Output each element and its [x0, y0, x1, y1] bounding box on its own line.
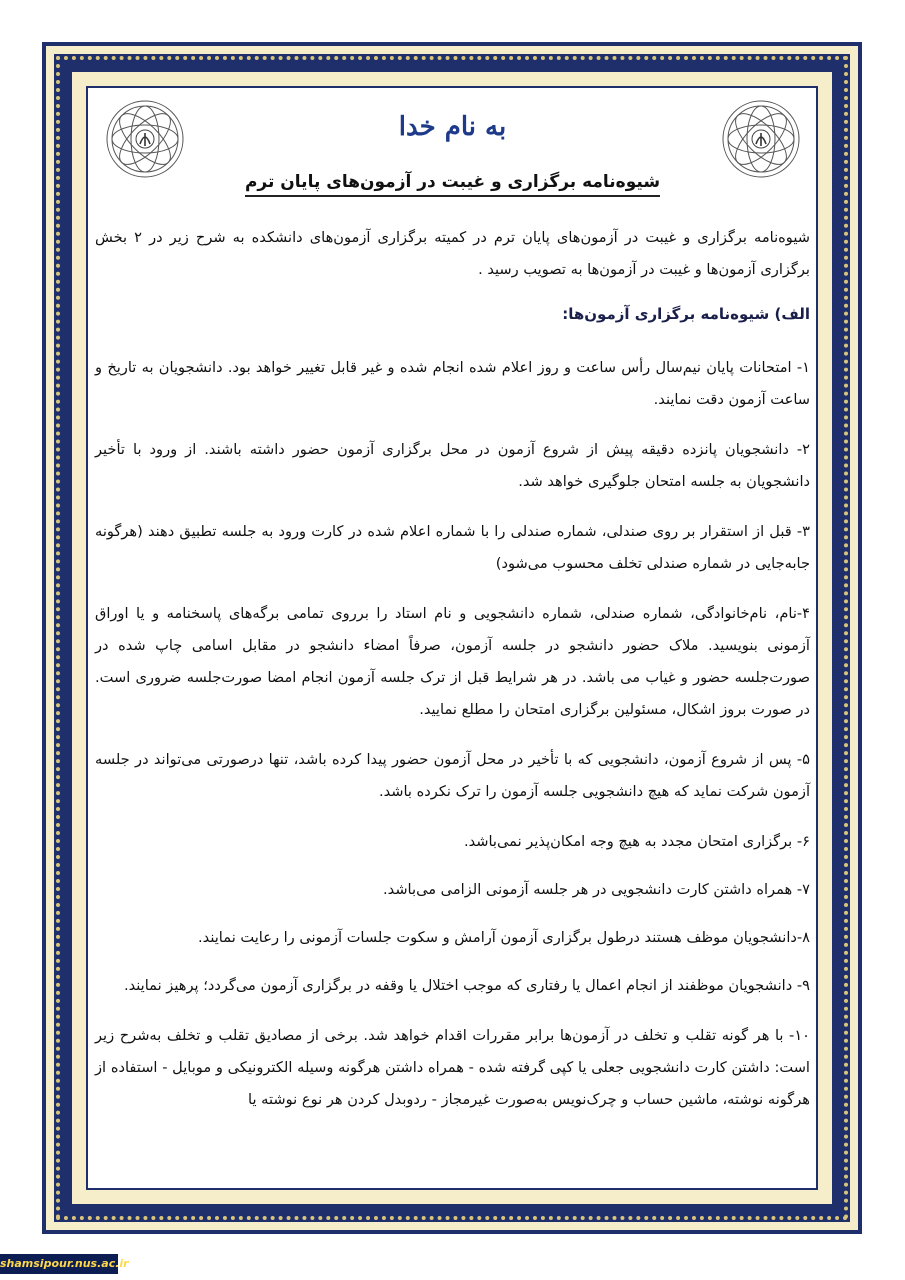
rule-item: ۲- دانشجویان پانزده دقیقه پیش از شروع آزمون در محل برگزاری آزمون حضور داشته باشند. از ورود با تأخیر دانشجویان به جلسه امتحان جلوگیری خواهد شد. [95, 441, 810, 490]
rule-item: ۷- همراه داشتن کارت دانشجویی در هر جلسه آزمونی الزامی می‌باشد. [383, 881, 810, 898]
website-badge[interactable]: shamsipour.nus.ac.ir [0, 1254, 118, 1274]
rule-item: ۶- برگزاری امتحان مجدد به هیچ وجه امکان‌پذیر نمی‌باشد. [463, 833, 810, 850]
rule-item: ۱۰- با هر گونه تقلب و تخلف در آزمون‌ها برابر مقررات اقدام خواهد شد. برخی از مصادیق تقلب و تخلف به‌شرح زیر است: داشتن کارت دانشجویی جعلی یا کپی گرفته شده - همراه داشتن هرگونه وسیله الکترونیکی و موبایل - استفاده از هرگونه نوشته، ماشین حساب و چرک‌نویس به‌صورت غیرمجاز - ردوبدل کردن هر نوع نوشته یا [95, 1027, 810, 1108]
rule-item: ۳- قبل از استقرار بر روی صندلی، شماره صندلی را با شماره اعلام شده در کارت ورود به جلسه تطبیق دهند (هرگونه جابه‌جایی در شماره صندلی تخلف محسوب می‌شود) [95, 523, 810, 572]
rule-item: ۴-نام، نام‌خانوادگی، شماره صندلی، شماره دانشجویی و نام استاد را برروی تمامی برگه‌های پاسخنامه و یا اوراق آزمونی بنویسید. ملاک حضور دانشجو در جلسه آزمون، صرفاً امضاء دانشجو در مقابل اسامی چاپ شده در صورت‌جلسه حضور و غیاب می باشد. در هر شرایط قبل از ترک جلسه آزمون انجام امضا صورت‌جلسه ضروری است. در صورت بروز اشکال، مسئولین برگزاری امتحان را مطلع نمایید. [95, 605, 810, 718]
rule-item: ۱- امتحانات پایان نیم‌سال رأس ساعت و روز اعلام شده انجام شده و غیر قابل تغییر خواهد بود. دانشجویان به تاریخ و ساعت آزمون دقت نمایند. [95, 359, 810, 408]
document-subtitle [200, 172, 705, 192]
rule-item: ۸-دانشجویان موظف هستند درطول برگزاری آزمون آرامش و سکوت جلسات آزمونی را رعایت نمایند. [198, 929, 810, 946]
section-heading: الف) شیوه‌نامه برگزاری آزمون‌ها: [562, 305, 810, 323]
page-title: به نام خدا [398, 112, 507, 142]
document-body [95, 222, 810, 1134]
rule-item: ۹- دانشجویان موظفند از انجام اعمال یا رفتاری که موجب اختلال یا وقفه در برگزاری آزمون می‌گردد؛ پرهیز نمایند. [123, 977, 810, 994]
university-emblem-icon [104, 98, 186, 180]
document-subtitle-text: شیوه‌نامه برگزاری و غیبت در آزمون‌های پایان ترم [245, 172, 660, 197]
rule-item: ۵- پس از شروع آزمون، دانشجویی که با تأخیر در محل آزمون حضور پیدا کرده باشد، تنها درصورتی می‌تواند در جلسه آزمون شرکت نماید که هیچ دانشجویی جلسه آزمون را ترک نکرده باشد. [95, 751, 810, 800]
intro-paragraph: شیوه‌نامه برگزاری و غیبت در آزمون‌های پایان ترم در کمیته برگزاری آزمون‌های دانشکده به شرح زیر در ۲ بخش برگزاری آزمون‌ها و غیبت در آزمون‌ها به تصویب رسید . [95, 229, 810, 278]
university-emblem-icon [720, 98, 802, 180]
